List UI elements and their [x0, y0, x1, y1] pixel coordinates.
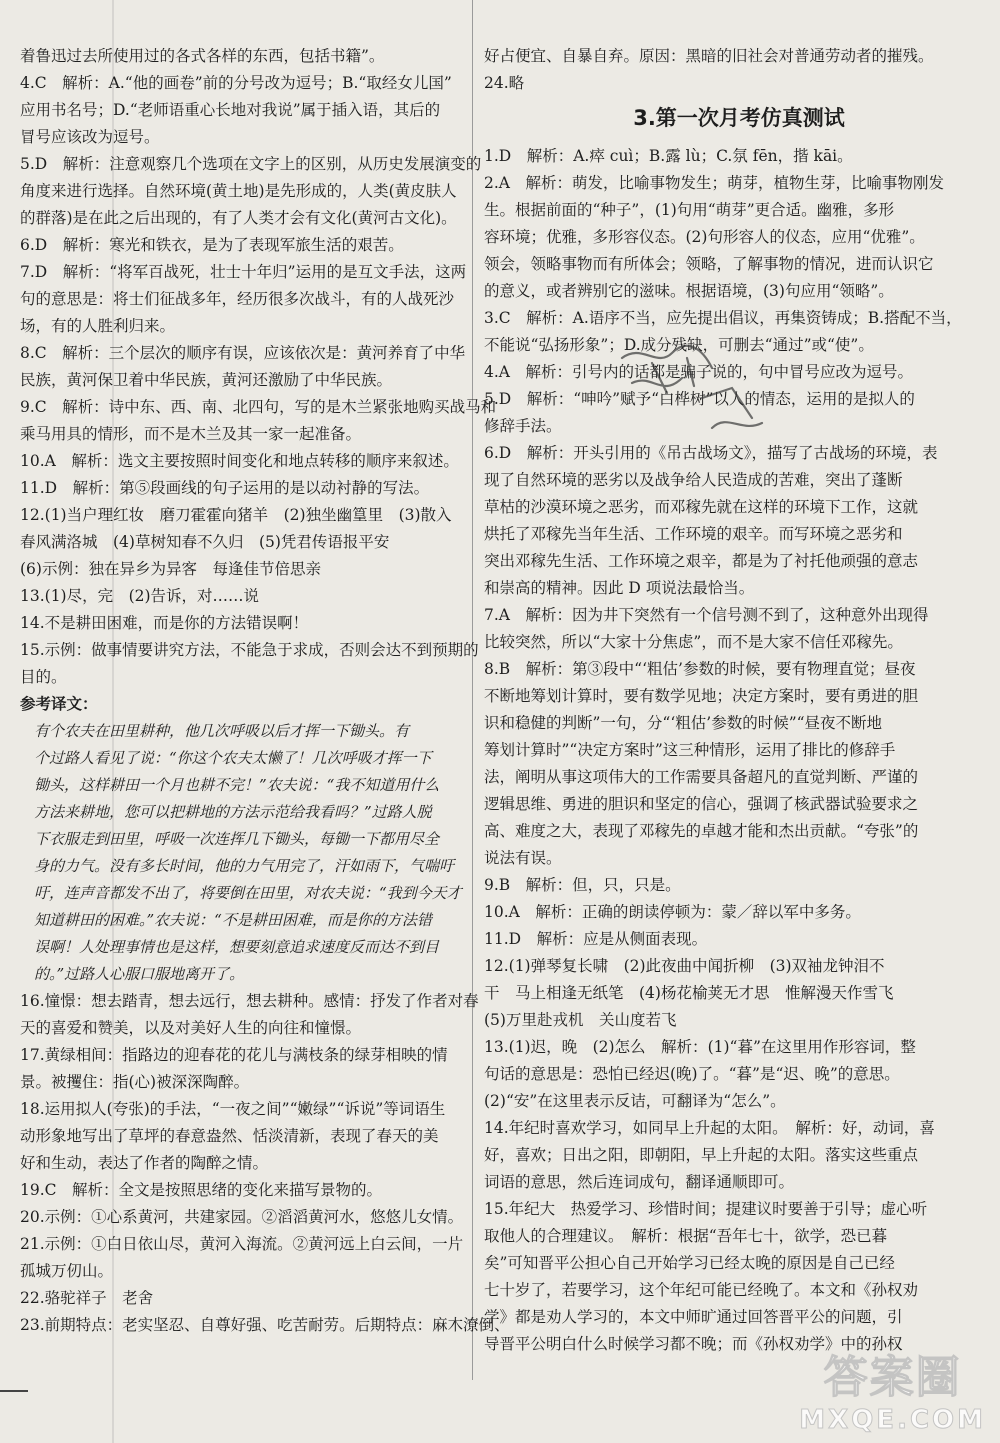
answer-line: 12.(1)当户理红妆 磨刀霍霍向猪羊 (2)独坐幽篁里 (3)散入: [20, 506, 452, 524]
answer-line: 9.B 解析：但，只，只是。: [484, 876, 681, 894]
answer-line: 干 马上相逢无纸笔 (4)杨花榆荚无才思 惟解漫天作雪飞: [484, 984, 894, 1002]
translation-line: 身的力气。没有多长时间，他的力气用完了，汗如雨下，气喘吁: [34, 857, 455, 875]
answer-line: 15.示例：做事情要讲究方法，不能急于求成，否则会达不到预期的: [20, 641, 479, 659]
answer-line: 修辞手法。: [484, 417, 562, 435]
translation-line: 个过路人看见了说：“你这个农夫太懒了！几次呼吸才挥一下: [34, 749, 432, 767]
answer-line: 孤城万仞山。: [20, 1262, 114, 1280]
site-watermark: [799, 1341, 986, 1435]
answer-line: (2)“安”在这里表示反诘，可翻译为“怎么”。: [484, 1092, 786, 1110]
translation-line: 锄头，这样耕田一个月也耕不完！”农夫说：“我不知道用什么: [34, 776, 440, 794]
page-footer-rule: [0, 1390, 28, 1392]
answer-line: 现了自然环境的恶劣以及战争给人民造成的苦难，突出了蓬断: [484, 471, 903, 489]
answer-line: 8.C 解析：三个层次的顺序有误，应该依次是：黄河养育了中华: [20, 344, 466, 362]
handwriting-scribble: [612, 338, 772, 468]
answer-line: 12.(1)弹琴复长啸 (2)此夜曲中闻折柳 (3)双袖龙钟泪不: [484, 957, 885, 975]
translation-line: 有个农夫在田里耕种，他几次呼吸以后才挥一下锄头。有: [34, 722, 410, 740]
answer-line: 领会，领略事物而有所体会；领略，了解事物的情况，进而认识它: [484, 255, 934, 273]
answer-line: 冒号应该改为逗号。: [20, 128, 160, 146]
answer-line: 场，有的人胜利归来。: [20, 317, 176, 335]
answer-line: 好和生动，表达了作者的陶醉之情。: [20, 1154, 269, 1172]
answer-line: 5.D 解析：“呻吟”赋予“白桦树”以人的情态，运用的是拟人的: [484, 390, 915, 408]
answer-line: 句话的意思是：恐怕已经迟(晚)了。“暮”是“迟、晚”的意思。: [484, 1065, 900, 1083]
answer-line: 学》都是劝人学习的，本文中师旷通过回答晋平公的问题，引: [484, 1308, 903, 1326]
answer-line: 17.黄绿相间：指路边的迎春花的花儿与满枝条的绿芽相映的情: [20, 1046, 448, 1064]
answer-line: 10.A 解析：正确的朗读停顿为：蒙／辞以军中多务。: [484, 903, 861, 921]
answer-line: 动形象地写出了草坪的春意盎然、恬淡清新，表现了春天的美: [20, 1127, 439, 1145]
answer-line: 6.D 解析：开头引用的《吊古战场文》，描写了古战场的环境，表: [484, 444, 938, 462]
answer-line: 景。被攫住：指(心)被深深陶醉。: [20, 1073, 250, 1091]
answer-line: 5.D 解析：注意观察几个选项在文字上的区别，从历史发展演变的: [20, 155, 482, 173]
answer-line: 和崇高的精神。因此 D 项说法最恰当。: [484, 579, 755, 597]
answer-line: 10.A 解析：选文主要按照时间变化和地点转移的顺序来叙述。: [20, 452, 459, 470]
answer-line: 21.示例：①白日依山尽，黄河入海流。②黄河远上白云间，一片: [20, 1235, 464, 1253]
answer-line: 七十岁了，若要学习，这个年纪可能已经晚了。本文和《孙权劝: [484, 1281, 919, 1299]
column-divider: [472, 0, 473, 1380]
answer-line: 23.前期特点：老实坚忍、自尊好强、吃苦耐劳。后期特点：麻木潦倒、: [20, 1316, 510, 1334]
answer-line: 容环境；优雅，多形容仪态。(2)句形容人的仪态，应用“优雅”。: [484, 228, 925, 246]
answer-line: 法，阐明从事这项伟大的工作需要具备超凡的直觉判断、严谨的: [484, 768, 919, 786]
translation-line: 误啊！人处理事情也是这样，想要刻意追求速度反而达不到目: [34, 938, 440, 956]
answer-line: 目的。: [20, 668, 67, 686]
answer-line: 15.年纪大 热爱学习、珍惜时间；提建议时要善于引导；虚心听: [484, 1200, 928, 1218]
translation-line: 方法来耕地，您可以把耕地的方法示范给我看吗？”过路人脱: [34, 803, 432, 821]
answer-line: 16.憧憬：想去踏青，想去远行，想去耕种。感情：抒发了作者对春: [20, 992, 479, 1010]
translation-line: 的。”过路人心服口服地离开了。: [34, 965, 245, 983]
answer-line: 突出邓稼先生活、工作环境之艰辛，都是为了衬托他顽强的意志: [484, 552, 919, 570]
answer-line: 3.C 解析：A.语序不当，应先提出倡议，再集资铸成；B.搭配不当，: [484, 309, 962, 327]
answer-line: 天的喜爱和赞美，以及对美好人生的向往和憧憬。: [20, 1019, 362, 1037]
answer-line: 2.A 解析：萌发，比喻事物发生；萌芽，植物生芽，比喻事物刚发: [484, 174, 944, 192]
answer-line: 8.B 解析：第③段中“‘粗估’参数的时候，要有物理直觉；昼夜: [484, 660, 916, 678]
answer-line: 好占便宜、自暴自弃。原因：黑暗的旧社会对普通劳动者的摧残。: [484, 47, 934, 65]
answer-line: 说法有误。: [484, 849, 562, 867]
answer-line: 11.D 解析：第⑤段画线的句子运用的是以动衬静的写法。: [20, 479, 430, 497]
answer-line: 生。根据前面的“种子”，(1)句用“萌芽”更合适。幽雅，多形: [484, 201, 895, 219]
answer-line: 22.骆驼祥子 老舍: [20, 1289, 154, 1307]
answer-line: 7.D 解析：“将军百战死，壮士十年归”运用的是互文手法，这两: [20, 263, 467, 281]
answer-line: 民族，黄河保卫着中华民族，黄河还激励了中华民族。: [20, 371, 393, 389]
answer-line: 18.运用拟人(夸张)的手法，“一夜之间”“嫩绿”“诉说”等词语生: [20, 1100, 446, 1118]
answer-line: 20.示例：①心系黄河，共建家园。②滔滔黄河水，悠悠儿女情。: [20, 1208, 464, 1226]
translation-line: 知道耕田的困难。”农夫说：“不是耕田困难，而是你的方法错: [34, 911, 432, 929]
answer-line: 24.略: [484, 74, 525, 92]
answer-line: 11.D 解析：应是从侧面表现。: [484, 930, 708, 948]
answer-line: 筹划计算时”“决定方案时”这三种情形，运用了排比的修辞手: [484, 741, 896, 759]
answer-line: 不能说“弘扬形象”；D.成分残缺，可删去“通过”或“使”。: [484, 336, 874, 354]
answer-line: 13.(1)迟，晚 (2)怎么 解析：(1)“暮”在这里用作形容词，整: [484, 1038, 916, 1056]
answer-line: 矣”可知晋平公担心自己开始学习已经太晚的原因是自己已经: [484, 1254, 895, 1272]
answer-line: 着鲁迅过去所使用过的各式各样的东西，包括书籍”。: [20, 47, 385, 65]
answer-line: 应用书名号；D.“老师语重心长地对我说”属于插入语，其后的: [20, 101, 441, 119]
answer-line: 识和稳健的判断”一句，分“‘粗估’参数的时候”“昼夜不断地: [484, 714, 883, 732]
answer-line: 高、难度之大，表现了邓稼先的卓越才能和杰出贡献。“夸张”的: [484, 822, 919, 840]
answer-line: 14.年纪时喜欢学习，如同早上升起的太阳。 解析：好，动词，喜: [484, 1119, 935, 1137]
answer-line: 草枯的沙漠环境之恶劣，而邓稼先就在这样的环境下工作，这就: [484, 498, 919, 516]
answer-line: 的群落)是在此之后出现的，有了人类才会有文化(黄河古文化)。: [20, 209, 457, 227]
watermark-logo-text: 答案圈: [823, 1352, 962, 1403]
answer-line: (5)万里赴戎机 关山度若飞: [484, 1011, 677, 1029]
translation-heading: 参考译文：: [20, 695, 98, 713]
answer-line: 4.A 解析：引号内的话都是骗子说的，句中冒号应改为逗号。: [484, 363, 913, 381]
answer-line: 不断地筹划计算时，要有数学见地；决定方案时，要有勇进的胆: [484, 687, 919, 705]
answer-line: 导晋平公明白什么时候学习都不晚；而《孙权劝学》中的孙权: [484, 1335, 903, 1353]
answer-line: 角度来进行选择。自然环境(黄土地)是先形成的，人类(黄皮肤人: [20, 182, 457, 200]
watermark-url: MXQE.COM: [799, 1405, 986, 1435]
answer-line: 7.A 解析：因为井下突然有一个信号测不到了，这种意外出现得: [484, 606, 929, 624]
translation-line: 吁，连声音都发不出了，将要倒在田里，对农夫说：“我到今天才: [34, 884, 462, 902]
answer-line: 的意义，或者辨别它的滋味。根据语境，(3)句应用“领略”。: [484, 282, 894, 300]
answer-line: 6.D 解析：寒光和铁衣，是为了表现军旅生活的艰苦。: [20, 236, 404, 254]
answer-line: 4.C 解析：A.“他的画卷”前的分号改为逗号；B.“取经女儿国”: [20, 74, 452, 92]
answer-line: 句的意思是：将士们征战多年，经历很多次战斗，有的人战死沙: [20, 290, 455, 308]
answer-line: 取他人的合理建议。 解析：根据“吾年七十，欲学，恐已暮: [484, 1227, 888, 1245]
answer-line: 好，喜欢；日出之阳，即朝阳，早上升起的太阳。落实这些重点: [484, 1146, 919, 1164]
answer-line: 乘马用具的情形，而不是木兰及其一家一起准备。: [20, 425, 362, 443]
answer-line: (6)示例：独在异乡为异客 每逢佳节倍思亲: [20, 560, 321, 578]
answer-line: 比较突然，所以“大家十分焦虑”，而不是大家不信任邓稼先。: [484, 633, 903, 651]
answer-line: 1.D 解析：A.瘁 cuì；B.露 lù；C.氛 fēn，揩 kāi。: [484, 147, 853, 165]
answer-line: 9.C 解析：诗中东、西、南、北四句，写的是木兰紧张地购买战马和: [20, 398, 497, 416]
translation-line: 下衣服走到田里，呼吸一次连挥几下锄头，每锄一下都用尽全: [34, 830, 440, 848]
answer-line: 19.C 解析：全文是按照思绪的变化来描写景物的。: [20, 1181, 383, 1199]
answer-line: 逻辑思维、勇进的胆识和坚定的信心，强调了核武器试验要求之: [484, 795, 919, 813]
answer-line: 烘托了邓稼先当年生活、工作环境的艰辛。而写环境之恶劣和: [484, 525, 903, 543]
answer-line: 词语的意思，然后连词成句，翻译通顺即可。: [484, 1173, 795, 1191]
section-title: 3.第一次月考仿真测试: [633, 106, 845, 130]
answer-line: 13.(1)尽，完 (2)告诉，对……说: [20, 587, 260, 605]
answer-line: 14.不是耕田困难，而是你的方法错误啊！: [20, 614, 309, 632]
answer-line: 春风满洛城 (4)草树知春不久归 (5)凭君传语报平安: [20, 533, 390, 551]
